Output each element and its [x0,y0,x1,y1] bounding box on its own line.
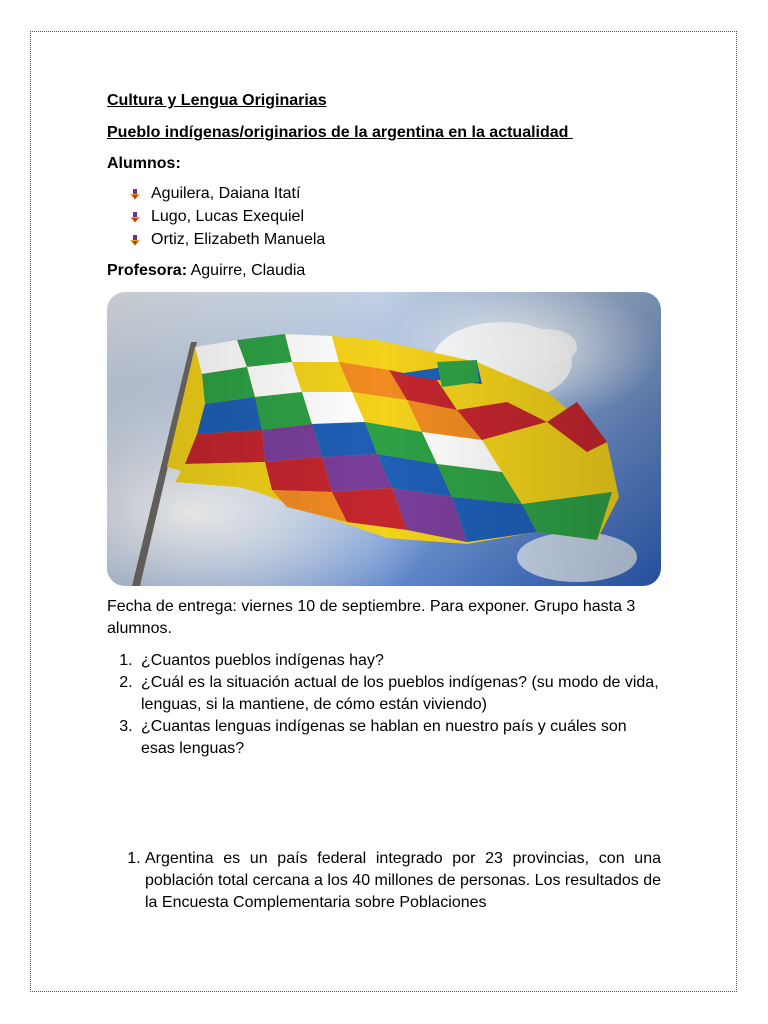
students-heading: Alumnos: [107,155,181,172]
list-item [129,206,661,229]
list-item: 3. ¿Cuantas lenguas indígenas se hablan en nuestro país y cuáles son esas lenguas? [137,716,661,760]
flag-cloth [107,292,661,586]
arrow-bullet-icon [129,235,141,247]
wiphala-flag-image [107,292,661,586]
teacher-label: Profesora: [107,262,188,279]
document-subtitle: Pueblo indígenas/originarios de la argentina en la actualidad [107,124,573,141]
list-item: 1. Argentina es un país federal integrado por 23 provincias, con una población total cercana a los 40 millones de personas. Los resultados de la Encuesta Complementaria sobre Poblaciones [145,848,661,914]
student-name: Aguilera, Daiana Itatí [151,185,301,202]
list-item [129,229,661,252]
teacher-name: Aguirre, Claudia [187,262,306,279]
arrow-bullet-icon [129,212,141,224]
questions-list [107,650,661,760]
list-item [129,183,661,206]
students-list [107,183,661,252]
teacher-line [107,260,661,282]
student-name: Lugo, Lucas Exequiel [151,208,304,225]
document-body [107,90,661,911]
answers-list [107,848,661,914]
arrow-bullet-icon [129,189,141,201]
list-item: 1. ¿Cuantos pueblos indígenas hay? [137,650,661,672]
document-title: Cultura y Lengua Originarias [107,92,327,109]
student-name: Ortiz, Elizabeth Manuela [151,231,326,248]
list-item: 2. ¿Cuál es la situación actual de los pueblos indígenas? (su modo de vida, lenguas, si la mantiene, de cómo están viviendo) [137,672,661,716]
delivery-date-text: Fecha de entrega: viernes 10 de septiembre. Para exponer. Grupo hasta 3 alumnos. [107,598,636,637]
